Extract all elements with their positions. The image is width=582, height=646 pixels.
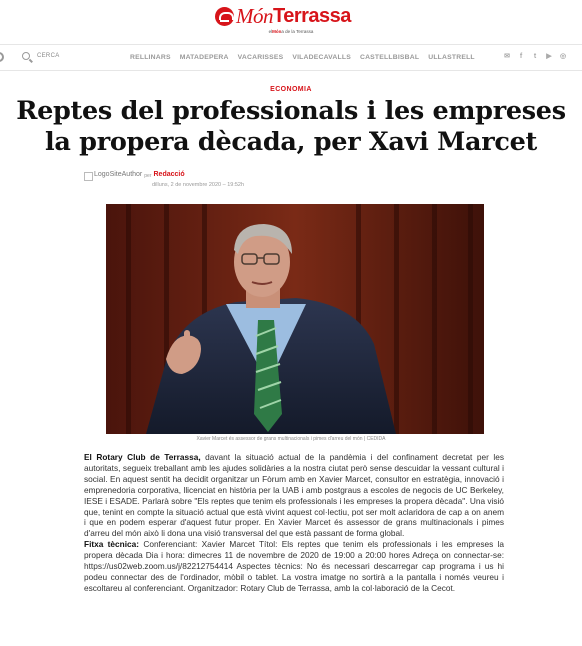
search-button[interactable] <box>22 52 60 60</box>
broken-image-icon <box>84 172 93 181</box>
author-by: per <box>144 173 152 179</box>
logo-text-mon: Món <box>236 3 273 28</box>
facebook-icon[interactable]: f <box>519 53 523 60</box>
article-body <box>84 452 504 594</box>
nav-items <box>130 54 475 61</box>
youtube-icon[interactable]: ▶ <box>546 53 552 60</box>
mail-icon[interactable]: ✉ <box>504 53 510 60</box>
nav-item-viladecavalls[interactable]: VILADECAVALLS <box>292 54 351 61</box>
article-photo <box>106 204 484 434</box>
logo-text-terrassa: Terrassa <box>273 4 351 27</box>
paragraph-technical-text: Conferenciant: Xavier Marcet Títol: Els reptes que tenim els professionals i les empreses la propera dècada Dia i hora: dimecres 11 de novembre de 2020 de 19:00 a 20:00 hores Adreça on connectar-se: https://us02web.zoom.us/j/82212754414 Aspectes tècnics: No és necessari descarregar cap programa i us hi podeu connectar des de l'ordinador, mòbil o tablet. La vostra imatge no sortirà a la pantalla i només veureu i escoltareu al conferenciant. Organitzador: Rotary Club de Terrassa, amb la col·laboració de la Cecot. <box>84 539 504 593</box>
masthead <box>0 0 582 44</box>
image-caption: Xavier Marcet és assessor de grans multinacionals i pimes d'arreu del món | CEDIDA <box>196 436 386 442</box>
site-tagline: elMóna de la Terrassa <box>268 29 314 34</box>
paragraph-intro-lead: El Rotary Club de Terrassa, <box>84 452 201 462</box>
top-nav <box>0 44 582 71</box>
paragraph-intro <box>84 452 504 539</box>
nav-item-rellinars[interactable]: RELLINARS <box>130 54 171 61</box>
social-links <box>503 53 567 61</box>
article-headline: Reptes del professionals i les empreses la propera dècada, per Xavi Marcet <box>16 96 566 157</box>
logo-mark-icon <box>215 7 234 26</box>
search-icon <box>22 52 30 60</box>
site-logo[interactable] <box>215 5 351 27</box>
twitter-icon[interactable]: t <box>533 53 537 60</box>
section-label[interactable]: ECONOMIA <box>270 86 312 93</box>
paragraph-technical-sheet <box>84 539 504 594</box>
author-logo-alt: LogoSiteAuthor <box>94 171 143 178</box>
byline <box>84 171 185 181</box>
author-name[interactable]: Redacció <box>153 171 185 178</box>
nav-item-matadepera[interactable]: MATADEPERA <box>179 54 229 61</box>
nav-item-castellbisbal[interactable]: CASTELLBISBAL <box>359 54 420 61</box>
search-label: CERCA <box>37 53 60 59</box>
nav-item-ullastrell[interactable]: ULLASTRELL <box>428 54 475 61</box>
paragraph-intro-text: davant la situació actual de la pandèmia i del confinament decretat per les autoritats, segueix treballant amb les ajudes solidàries a la nostra ciutat però sense descuidar la vessant cultural i social. En aquest sentit ha decidit organitzar un Fòrum amb en Xavier Marcet, consultor en estratègia, innovació i emprenedoria corporativa, llicenciat en història per la UAB i amb postgraus a escoles de negocis de UC Berkeley, IESE i ESADE. Parlarà sobre "Els reptes que tenim els professionals i les empreses la propera dècada". Una visió que, tenint en compte la situació actual que està vivint aquest col·lectiu, pot ser molt aclaridora de cap a on anem i que en podem esperar d'aquest futur proper. En Xavier Marcet és assessor de grans multinacionals i pimes d'arreu del món això li dona una visió transversal del que està passant de forma global. <box>84 452 504 539</box>
menu-icon[interactable] <box>0 52 4 62</box>
nav-item-vacarisses[interactable]: VACARISSES <box>237 54 284 61</box>
publish-date: dilluns, 2 de novembre 2020 – 19:52h <box>152 182 245 188</box>
instagram-icon[interactable]: ◎ <box>559 53 567 60</box>
paragraph-technical-lead: Fitxa tècnica: <box>84 539 140 550</box>
